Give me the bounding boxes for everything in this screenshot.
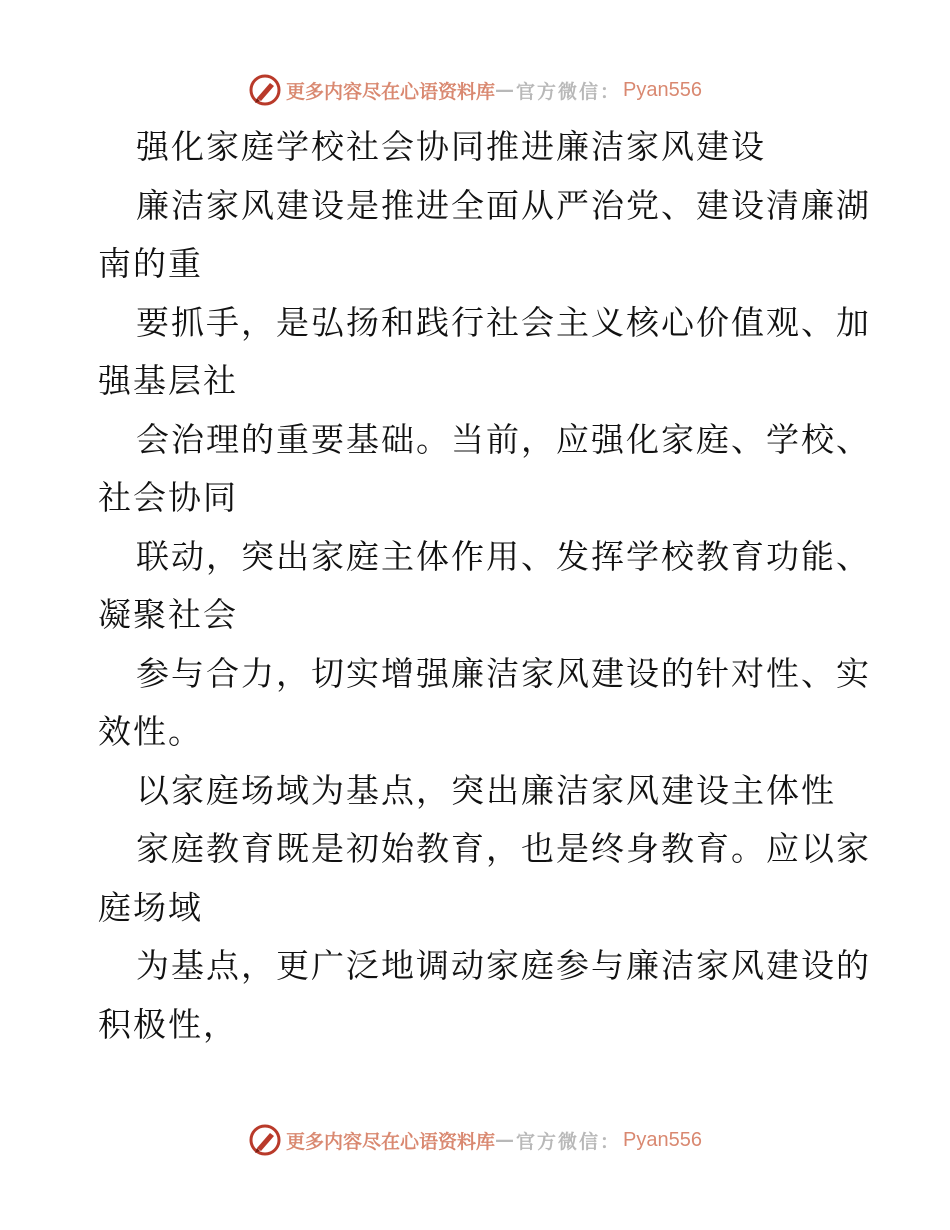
banner-promo-text: 更多内容尽在心语资料库: [286, 80, 496, 103]
paragraph-line: 家庭教育既是初始教育，也是终身教育。应以家: [136, 829, 871, 868]
banner-promo-text: 更多内容尽在心语资料库: [286, 1130, 496, 1153]
paragraph-line: 会治理的重要基础。当前，应强化家庭、学校、: [136, 419, 871, 459]
footer-banner: [0, 1120, 950, 1160]
paragraph-line: 强基层社: [98, 361, 238, 400]
paragraph-line: 廉洁家风建设是推进全面从严治党、建设清廉湖: [136, 185, 871, 225]
banner-wechat-label: 官方微信：: [516, 1130, 622, 1153]
document-title: 强化家庭学校社会协同推进廉洁家风建设: [136, 127, 766, 166]
paragraph-line: 凝聚社会: [98, 595, 238, 634]
paragraph-line: 社会协同: [98, 478, 238, 517]
banner-dash: —: [495, 79, 517, 101]
banner-wechat-id: Pyan556: [623, 78, 702, 101]
paragraph-line: 积极性，: [98, 1004, 238, 1044]
paragraph-line: 庭场域: [98, 887, 203, 927]
banner-wechat-label: 官方微信：: [516, 80, 622, 103]
paragraph-line: 南的重: [98, 244, 203, 283]
pen-logo-icon: [248, 1123, 282, 1157]
paragraph-line: 参与合力，切实增强廉洁家风建设的针对性、实: [136, 653, 871, 693]
paragraph-line: 联动，突出家庭主体作用、发挥学校教育功能、: [136, 536, 871, 576]
paragraph-line: 为基点，更广泛地调动家庭参与廉洁家风建设的: [136, 946, 871, 985]
section-heading: 以家庭场域为基点，突出廉洁家风建设主体性: [136, 770, 836, 810]
document-body: [98, 118, 871, 1054]
header-banner: [0, 70, 950, 110]
pen-logo-icon: [248, 73, 282, 107]
paragraph-line: 要抓手，是弘扬和践行社会主义核心价值观、加: [136, 302, 871, 342]
banner-wechat-id: Pyan556: [623, 1128, 702, 1151]
paragraph-line: 效性。: [98, 712, 203, 751]
banner-dash: —: [495, 1129, 517, 1151]
